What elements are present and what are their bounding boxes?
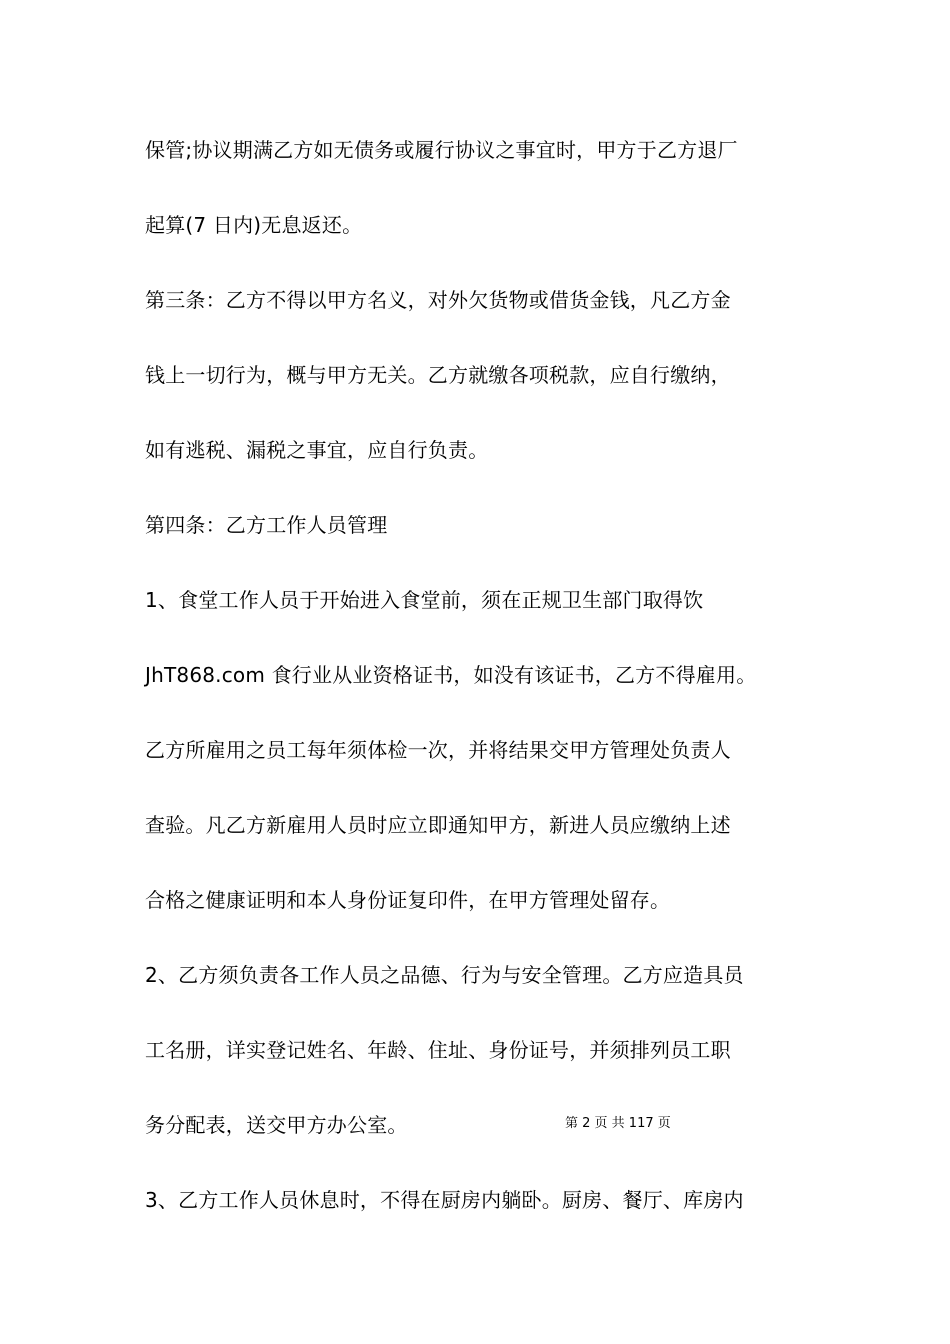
- text-line: 工名册，详实登记姓名、年龄、住址、身份证号，并须排列员工职: [145, 1038, 731, 1062]
- text-line: 2、乙方须负责各工作人员之品德、行为与安全管理。乙方应造具员: [145, 963, 744, 987]
- page-number: 第 2 页 共 117 页: [565, 1116, 671, 1131]
- text-line: 务分配表，送交甲方办公室。: [145, 1113, 408, 1137]
- text-line: 起算(7 日内)无息返还。: [145, 213, 363, 237]
- text-line: 如有逃税、漏税之事宜，应自行负责。: [145, 438, 489, 462]
- text-line: 第三条：乙方不得以甲方名义，对外欠货物或借货金钱，凡乙方金: [145, 288, 731, 312]
- text-line: 1、食堂工作人员于开始进入食堂前，须在正规卫生部门取得饮: [145, 588, 704, 612]
- text-line: 钱上一切行为，概与甲方无关。乙方就缴各项税款，应自行缴纳，: [145, 363, 731, 387]
- text-line: 3、乙方工作人员休息时，不得在厨房内躺卧。厨房、餐厅、库房内: [145, 1188, 744, 1212]
- text-line: 乙方所雇用之员工每年须体检一次，并将结果交甲方管理处负责人: [145, 738, 731, 762]
- text-line: 合格之健康证明和本人身份证复印件，在甲方管理处留存。: [145, 888, 671, 912]
- text-line: 查验。凡乙方新雇用人员时应立即通知甲方，新进人员应缴纳上述: [145, 813, 731, 837]
- text-line: 保管;协议期满乙方如无债务或履行协议之事宜时，甲方于乙方退厂: [145, 138, 738, 162]
- text-line: JhT868.com 食行业从业资格证书，如没有该证书，乙方不得雇用。: [145, 663, 757, 687]
- section-heading: 第四条：乙方工作人员管理: [145, 513, 388, 537]
